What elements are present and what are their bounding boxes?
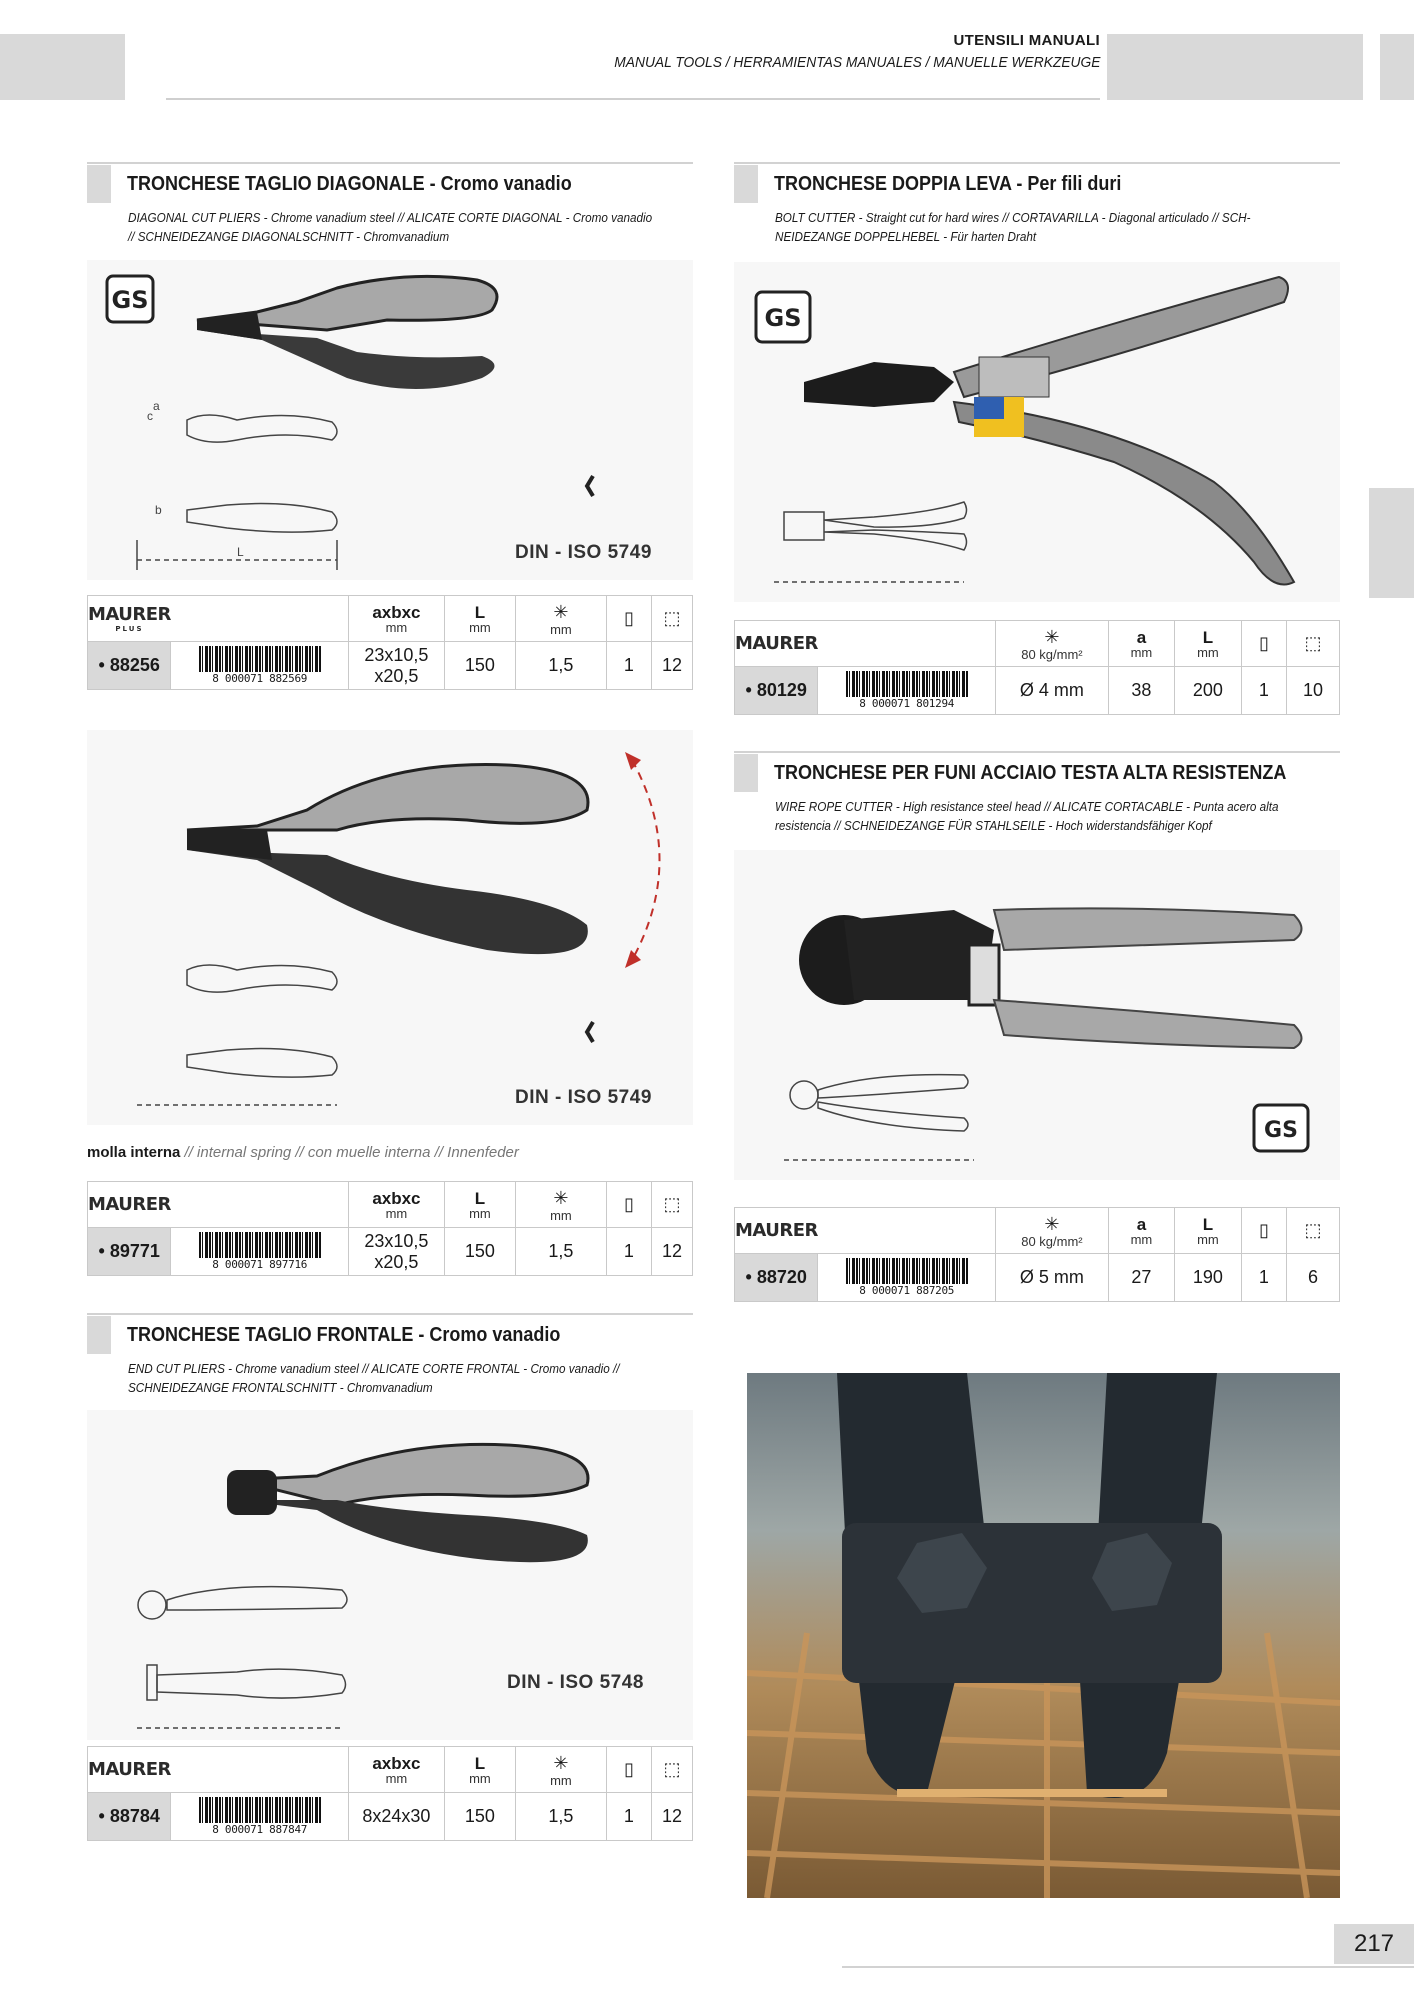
cut-capacity: Ø 4 mm [995, 667, 1108, 715]
jaw-opening: 27 [1108, 1254, 1174, 1302]
box-qty: 6 [1286, 1254, 1339, 1302]
header-rule [166, 98, 1100, 100]
section-description: WIRE ROPE CUTTER - High resistance steel head // ALICATE CORTACABLE - Punta acero alta resistencia // SCHNEIDEZANGE FÜR STAHLSEILE - Hoch widerstandsfähiger Kopf [775, 799, 1279, 833]
product-image-diagonal-spring [87, 730, 693, 1125]
bolt-cutter-illustration [734, 262, 1340, 602]
din-standard: DIN - ISO 5749 [515, 1087, 652, 1108]
cut-capacity: 1,5 [515, 1793, 606, 1841]
product-code: • 80129 [735, 667, 818, 715]
brand-cell: MAURER [735, 621, 818, 667]
svg-text:GS: GS [1264, 1118, 1298, 1143]
cut-capacity-icon: ✳ [553, 601, 569, 622]
jaw-opening: 38 [1108, 667, 1174, 715]
pack-qty: 1 [1241, 1254, 1286, 1302]
brand-cell: MAURER [735, 1208, 818, 1254]
section-rule [734, 162, 1340, 164]
product-code: • 88784 [88, 1793, 171, 1841]
barcode: 8 000071 801294 [818, 667, 996, 715]
box-qty: 12 [651, 642, 692, 690]
pack-qty: 1 [606, 1228, 651, 1276]
product-code: • 89771 [88, 1228, 171, 1276]
single-pack-icon: ▯ [606, 1182, 651, 1228]
section-description: DIAGONAL CUT PLIERS - Chrome vanadium steel // ALICATE CORTE DIAGONAL - Cromo vanadio // SCHNEIDEZANGE DIAGONALSCHNITT - Chromvanadium [128, 210, 653, 244]
section-title: TRONCHESE DOPPIA LEVA - Per fili duri [774, 173, 1122, 195]
cut-capacity: 1,5 [515, 642, 606, 690]
product-code: • 88720 [735, 1254, 818, 1302]
chapter-subtitle: MANUAL TOOLS / HERRAMIENTAS MANUALES / MANUELLE WERKZEUGE [613, 54, 1100, 71]
box-icon: ⬚ [651, 1747, 692, 1793]
product-image-rope-cutter [734, 850, 1340, 1180]
header-tab-right [1107, 34, 1363, 100]
single-pack-icon: ▯ [1241, 621, 1286, 667]
brand-cell: MAURER [88, 1747, 171, 1793]
section-title: TRONCHESE TAGLIO DIAGONALE - Cromo vanadio [127, 173, 572, 195]
box-icon: ⬚ [1286, 621, 1339, 667]
spec-table-diagonal-spring: MAURER axbxc mm L mm ✳ mm ▯ ⬚ • 89771 8 000071 897716 23x10,5 x20,5 150 1,5 1 12 [87, 1181, 693, 1276]
box-icon: ⬚ [1286, 1208, 1339, 1254]
chapter-title: UTENSILI MANUALI [953, 32, 1100, 49]
diagonal-pliers-illustration [87, 260, 693, 580]
barcode: 8 000071 887205 [818, 1254, 996, 1302]
svg-text:L: L [237, 545, 244, 559]
cut-capacity: 1,5 [515, 1228, 606, 1276]
spec-table-frontal: MAURER axbxc mm L mm ✳ mm ▯ ⬚ • 88784 8 000071 887847 8x24x30 150 1,5 1 12 [87, 1746, 693, 1841]
section-marker [734, 754, 758, 792]
single-pack-icon: ▯ [606, 1747, 651, 1793]
svg-text:b: b [155, 503, 162, 517]
dimensions: 23x10,5 x20,5 [348, 642, 444, 690]
product-code: • 88256 [88, 642, 171, 690]
spec-table-rope-cutter: MAURER ✳ 80 kg/mm² a mm L mm ▯ ⬚ • 88720 8 000071 887205 Ø 5 mm 27 190 1 6 [734, 1207, 1340, 1302]
section-description: BOLT CUTTER - Straight cut for hard wires // CORTAVARILLA - Diagonal articulado // SCH-NEIDEZANGE DOPPELHEBEL - Für harten Draht [775, 210, 1251, 244]
bolt-cutter-photo [747, 1373, 1340, 1898]
dimensions: 8x24x30 [348, 1793, 444, 1841]
box-icon: ⬚ [651, 1182, 692, 1228]
cut-capacity-icon: ✳ [553, 1187, 569, 1208]
svg-text:c: c [147, 409, 153, 423]
box-qty: 12 [651, 1228, 692, 1276]
section-rule [87, 162, 693, 164]
brand-cell: MAURER [88, 1182, 171, 1228]
svg-text:a: a [153, 399, 160, 413]
spring-note: molla interna // internal spring // con muelle interna // Innenfeder [87, 1144, 519, 1161]
section-marker [87, 165, 111, 203]
single-pack-icon: ▯ [1241, 1208, 1286, 1254]
product-image-diagonal [87, 260, 693, 580]
length: 150 [444, 1793, 515, 1841]
gs-mark-icon [107, 276, 153, 322]
box-icon: ⬚ [651, 596, 692, 642]
cut-capacity-icon: ✳ [1044, 1213, 1060, 1234]
footer-rule [842, 1966, 1414, 1968]
section-marker [734, 165, 758, 203]
section-rule [734, 751, 1340, 753]
din-standard: DIN - ISO 5749 [515, 542, 652, 563]
box-qty: 12 [651, 1793, 692, 1841]
pack-qty: 1 [606, 1793, 651, 1841]
brand-cell: MAURER PLUS [88, 596, 171, 642]
spec-table-diagonal: MAURER PLUS axbxc mm L mm ✳ mm ▯ ⬚ • 88256 8 000071 882569 23x10,5 x20,5 150 1,5 1 12 [87, 595, 693, 690]
cut-capacity-icon: ✳ [553, 1752, 569, 1773]
header-tab-edge [1380, 34, 1414, 100]
section-title: TRONCHESE TAGLIO FRONTALE - Cromo vanadio [127, 1324, 561, 1346]
product-image-frontal [87, 1410, 693, 1740]
spec-table-bolt-cutter: MAURER ✳ 80 kg/mm² a mm L mm ▯ ⬚ • 80129 8 000071 801294 Ø 4 mm 38 200 1 10 [734, 620, 1340, 715]
length: 200 [1174, 667, 1241, 715]
barcode: 8 000071 897716 [171, 1228, 349, 1276]
svg-text:GS: GS [111, 286, 149, 314]
section-description: END CUT PLIERS - Chrome vanadium steel // ALICATE CORTE FRONTAL - Cromo vanadio // SCHNEIDEZANGE FRONTALSCHNITT - Chromvanadium [128, 1361, 620, 1395]
gs-mark-icon [756, 292, 810, 342]
header-tab-left [0, 34, 125, 100]
din-standard: DIN - ISO 5748 [507, 1672, 644, 1693]
pack-qty: 1 [1241, 667, 1286, 715]
product-image-bolt-cutter [734, 262, 1340, 602]
section-title: TRONCHESE PER FUNI ACCIAIO TESTA ALTA RESISTENZA [774, 762, 1287, 784]
side-tab [1369, 488, 1414, 598]
gs-mark-icon [1254, 1105, 1308, 1151]
length: 150 [444, 1228, 515, 1276]
barcode: 8 000071 887847 [171, 1793, 349, 1841]
barcode: 8 000071 882569 [171, 642, 349, 690]
cut-capacity-icon: ✳ [1044, 626, 1060, 647]
single-pack-icon: ▯ [606, 596, 651, 642]
cut-capacity: Ø 5 mm [995, 1254, 1108, 1302]
section-rule [87, 1313, 693, 1315]
length: 190 [1174, 1254, 1241, 1302]
dimensions: 23x10,5 x20,5 [348, 1228, 444, 1276]
box-qty: 10 [1286, 667, 1339, 715]
section-marker [87, 1316, 111, 1354]
pack-qty: 1 [606, 642, 651, 690]
svg-text:GS: GS [764, 304, 802, 332]
page-number: 217 [1334, 1924, 1414, 1964]
spring-pliers-illustration [87, 730, 693, 1125]
length: 150 [444, 642, 515, 690]
rope-cutter-illustration [734, 850, 1340, 1180]
